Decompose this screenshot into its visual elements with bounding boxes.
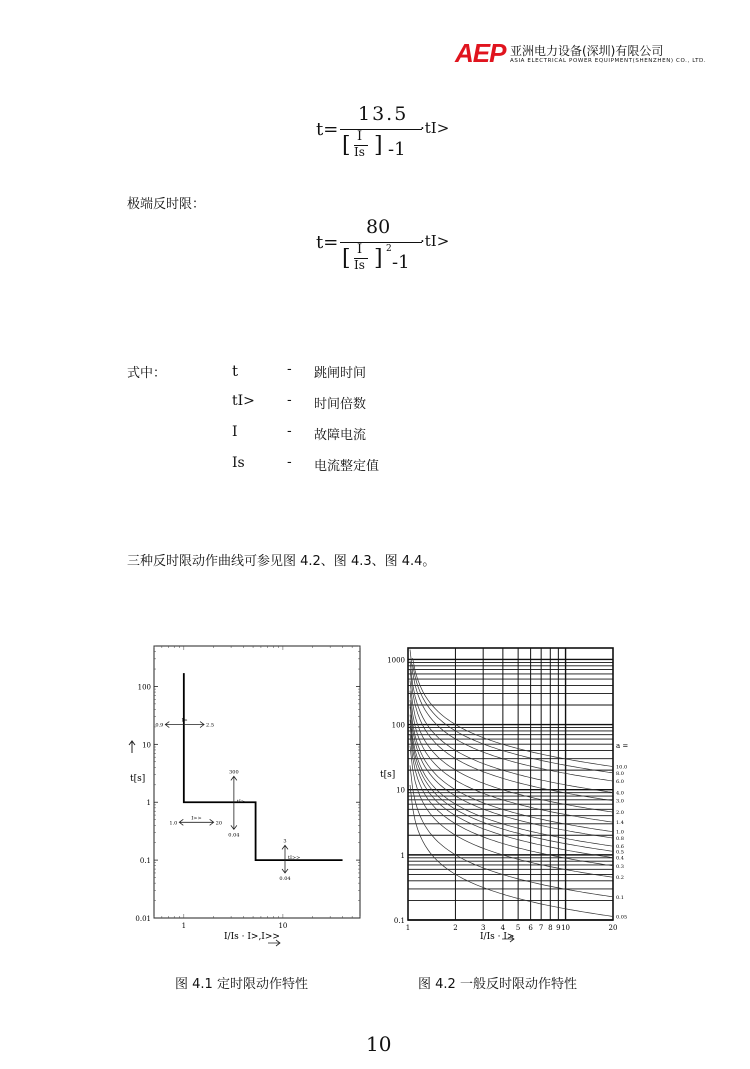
- inverse-curve: [410, 707, 613, 839]
- range-max-label: 20: [215, 820, 223, 827]
- page-number: 10: [366, 1032, 392, 1056]
- range-name: tI>: [236, 798, 246, 805]
- curve-label: 1.0: [616, 829, 624, 836]
- curve-label: 0.1: [616, 894, 624, 901]
- inverse-curve: [410, 726, 613, 858]
- formula-mult: ·tI>: [420, 232, 450, 250]
- y-tick-label: 10: [142, 741, 151, 750]
- legend-dash: -: [287, 424, 292, 439]
- range-max-label: 2.5: [206, 722, 215, 729]
- curve-label: 1.4: [616, 820, 624, 827]
- curve-label: 0.4: [616, 855, 624, 862]
- y-tick-label: 1: [400, 851, 405, 860]
- legend-dash: -: [287, 362, 292, 377]
- formula-lhs: t=: [316, 232, 339, 253]
- legend-dash: -: [287, 393, 292, 408]
- definite-time-curve: [181, 673, 343, 860]
- formula-tail: -1: [392, 252, 410, 273]
- note-text: 三种反时限动作曲线可参见图 4.2、图 4.3、图 4.4。: [127, 554, 436, 569]
- curve-label: 8.0: [616, 770, 624, 777]
- x-tick-label: 3: [480, 924, 486, 932]
- legend-symbol: Is: [232, 455, 245, 471]
- x-tick-label: 1: [405, 924, 411, 932]
- bracket-right: ]: [374, 133, 383, 158]
- legend-row: [232, 362, 532, 382]
- curve-label: 4.0: [616, 790, 624, 797]
- range-name: I>>: [191, 815, 202, 822]
- formula-tail: -1: [388, 139, 406, 160]
- x-axis-label: I/Is · I>,I>>: [224, 932, 280, 942]
- chart-frame: [154, 646, 360, 918]
- frac-Is: Is: [354, 258, 365, 272]
- fraction-bar: [340, 129, 422, 130]
- caption-figure-4-2: 图 4.2 一般反时限动作特性: [418, 977, 577, 992]
- legend-dash: -: [287, 455, 292, 470]
- legend-row: [232, 393, 532, 413]
- fraction-bar: [340, 242, 422, 243]
- curve-label: 0.5: [616, 849, 624, 856]
- range-name: I>: [181, 717, 188, 724]
- range-name: tI>>: [288, 855, 301, 862]
- x-tick-label: 9: [556, 924, 561, 932]
- y-tick-label: 1: [146, 799, 151, 808]
- x-tick-label: 7: [538, 924, 544, 932]
- y-tick-label: 0.01: [135, 915, 151, 923]
- y-axis-label: t[s]: [380, 770, 396, 780]
- x-tick-label: 1: [181, 922, 187, 930]
- bracket-right: ]: [374, 246, 383, 271]
- bracket-left: [: [342, 246, 351, 271]
- x-tick-label: 6: [528, 924, 533, 932]
- range-max-label: 300: [229, 769, 239, 776]
- y-tick-label: 100: [391, 721, 405, 730]
- chart-definite-time: [118, 642, 368, 952]
- inverse-curve: [413, 664, 613, 773]
- x-tick-label: 5: [515, 924, 521, 932]
- legend-desc: 故障电流: [314, 428, 367, 443]
- range-min-label: 1.0: [169, 820, 178, 827]
- frac-I: I: [357, 242, 363, 257]
- x-tick-label: 10: [561, 924, 571, 932]
- x-tick-label: 20: [608, 924, 618, 932]
- company-name-en: ASIA ELECTRICAL POWER EQUIPMENT(SHENZHEN) CO., LTD.: [510, 58, 707, 64]
- curve-label: 0.8: [616, 836, 624, 843]
- bracket-left: [: [342, 133, 351, 158]
- formula-lhs: t=: [316, 119, 339, 140]
- x-tick-label: 8: [548, 924, 553, 932]
- caption-figure-4-1: 图 4.1 定时限动作特性: [175, 977, 308, 992]
- range-min-label: 0.04: [228, 832, 240, 839]
- y-axis-arrow: [129, 741, 135, 753]
- company-name-cn: 亚洲电力设备(深圳)有限公司: [510, 44, 664, 58]
- x-tick-label: 4: [500, 924, 506, 932]
- curve-label: 0.05: [616, 914, 628, 921]
- frac-Is: Is: [354, 145, 365, 159]
- legend-label: 式中：: [127, 366, 167, 381]
- curve-label: 0.3: [616, 863, 624, 870]
- section-label: 极端反时限：: [127, 197, 206, 212]
- legend-row: [232, 424, 532, 444]
- legend-desc: 电流整定值: [314, 459, 380, 474]
- formula-numerator: 13.5: [358, 103, 409, 125]
- y-axis-label: t[s]: [130, 774, 146, 784]
- x-tick-label: 10: [278, 922, 288, 930]
- range-min-label: 0.04: [279, 875, 291, 882]
- legend-row: [232, 455, 532, 475]
- curve-label: 10.0: [616, 764, 628, 771]
- inverse-curve: [410, 691, 613, 823]
- x-tick-label: 2: [453, 924, 458, 932]
- aep-logo: AEP: [455, 38, 506, 68]
- curve-label: 0.6: [616, 844, 624, 851]
- y-tick-label: 1000: [387, 656, 405, 665]
- frac-I: I: [357, 129, 363, 144]
- y-tick-label: 100: [137, 683, 151, 692]
- inverse-curve: [410, 661, 613, 793]
- curve-label: 3.0: [616, 798, 624, 805]
- legend-symbol: tI>: [232, 393, 255, 409]
- formula-numerator: 80: [366, 216, 391, 238]
- y-tick-label: 0.1: [393, 917, 405, 925]
- curve-label: 2.0: [616, 810, 624, 817]
- formula-exponent: 2: [386, 244, 392, 254]
- formula-normal-inverse: [316, 103, 456, 177]
- formula-mult: ·tI>: [420, 119, 450, 137]
- legend-symbol: t: [232, 362, 239, 380]
- legend-desc: 跳闸时间: [314, 366, 367, 381]
- formula-extreme-inverse: [316, 216, 456, 286]
- legend-desc: 时间倍数: [314, 397, 367, 412]
- range-min-label: 0.9: [155, 722, 164, 729]
- y-tick-label: 0.1: [139, 857, 151, 866]
- x-axis-label: I/Is · I>: [480, 932, 515, 942]
- y-tick-label: 10: [396, 786, 405, 795]
- curve-label: 0.2: [616, 875, 624, 882]
- legend-symbol: I: [232, 424, 238, 440]
- curve-label: 6.0: [616, 779, 624, 786]
- range-max-label: 3: [283, 838, 287, 845]
- chart-normal-inverse: [376, 642, 638, 952]
- legend-title: a =: [616, 742, 629, 750]
